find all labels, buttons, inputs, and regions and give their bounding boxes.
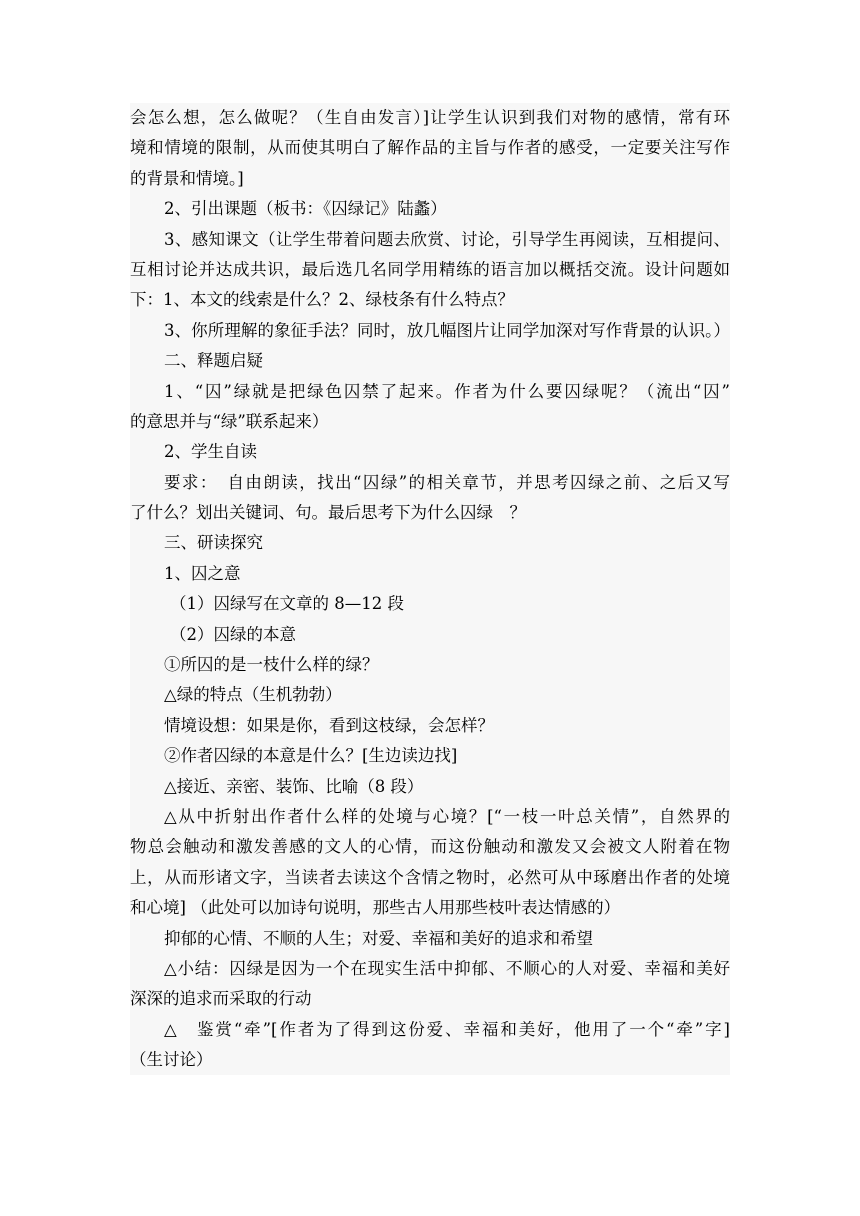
- paragraph-line: 抑郁的心情、不顺的人生；对爱、幸福和美好的追求和希望: [164, 928, 593, 948]
- paragraph-line: 会怎么想，怎么做呢？（生自由发言）]让学生认识到我们对物的感情，常有环: [130, 108, 730, 127]
- document-body: [130, 103, 730, 1076]
- paragraph-line: △小结：囚绿是因为一个在现实生活中抑郁、不顺心的人对爱、幸福和美好: [164, 958, 730, 978]
- paragraph-line: 互相讨论并达成共识，最后选几名同学用精练的语言加以概括交流。设计问题如: [130, 259, 730, 279]
- paragraph-line: 和心境] （此处可以加诗句说明，那些古人用那些枝叶表达情感的）: [130, 898, 621, 918]
- paragraph-line: 的意思并与“绿”联系起来）: [130, 411, 329, 431]
- paragraph-line: △绿的特点（生机勃勃）: [164, 685, 342, 705]
- paragraph-line: 2、学生自读: [164, 442, 257, 462]
- paragraph-line: （2）囚绿的本意: [170, 624, 296, 644]
- paragraph-line: 2、引出课题（板书：《囚绿记》陆蠡）: [164, 199, 447, 219]
- paragraph-line: 1、“囚”绿就是把绿色囚禁了起来。作者为什么要囚绿呢？（流出“囚”: [164, 381, 730, 401]
- paragraph-line: （生讨论）: [130, 1050, 213, 1070]
- paragraph-line: ①所囚的是一枝什么样的绿？: [164, 655, 379, 675]
- paragraph-line: 境和情境的限制，从而使其明白了解作品的主旨与作者的感受，一定要关注写作: [130, 138, 730, 158]
- section-heading: 三、研读探究: [164, 533, 263, 553]
- paragraph-line: △从中折射出作者什么样的处境与心境？[“一枝一叶总关情”，自然界的: [164, 806, 730, 826]
- paragraph-line: （1）囚绿写在文章的 8—12 段: [170, 594, 404, 614]
- paragraph-line: 3、你所理解的象征手法？同时，放几幅图片让同学加深对写作背景的认识。）: [164, 320, 730, 340]
- paragraph-line: 情境设想：如果是你，看到这枝绿，会怎样？: [164, 715, 494, 735]
- paragraph-line: 物总会触动和激发善感的文人的心情，而这份触动和激发又会被文人附着在物: [130, 837, 730, 857]
- section-heading: 二、释题启疑: [164, 351, 263, 371]
- paragraph-line: 1、囚之意: [164, 563, 241, 583]
- paragraph-line: 3、感知课文（让学生带着问题去欣赏、讨论，引导学生再阅读，互相提问、: [164, 229, 730, 249]
- paragraph-line: 深深的追求而采取的行动: [130, 989, 312, 1009]
- paragraph-line: △ 鉴赏“牵”[作者为了得到这份爱、幸福和美好，他用了一个“牵”字]: [164, 1019, 730, 1039]
- paragraph-line: ②作者囚绿的本意是什么？[生边读边找]: [164, 746, 458, 766]
- paragraph-line: 上，从而形诸文字，当读者去读这个含情之物时，必然可从中琢磨出作者的处境: [130, 867, 730, 887]
- paragraph-line: 了什么？划出关键词、句。最后思考下为什么囚绿 ？: [130, 503, 526, 523]
- paragraph-line: 要求： 自由朗读，找出“囚绿”的相关章节，并思考囚绿之前、之后又写: [164, 472, 730, 492]
- paragraph-line: 的背景和情境。]: [130, 168, 244, 188]
- paragraph-line: △接近、亲密、装饰、比喻（8 段）: [164, 776, 424, 796]
- paragraph-line: 下：1、本文的线索是什么？2、绿枝条有什么特点？: [130, 290, 514, 310]
